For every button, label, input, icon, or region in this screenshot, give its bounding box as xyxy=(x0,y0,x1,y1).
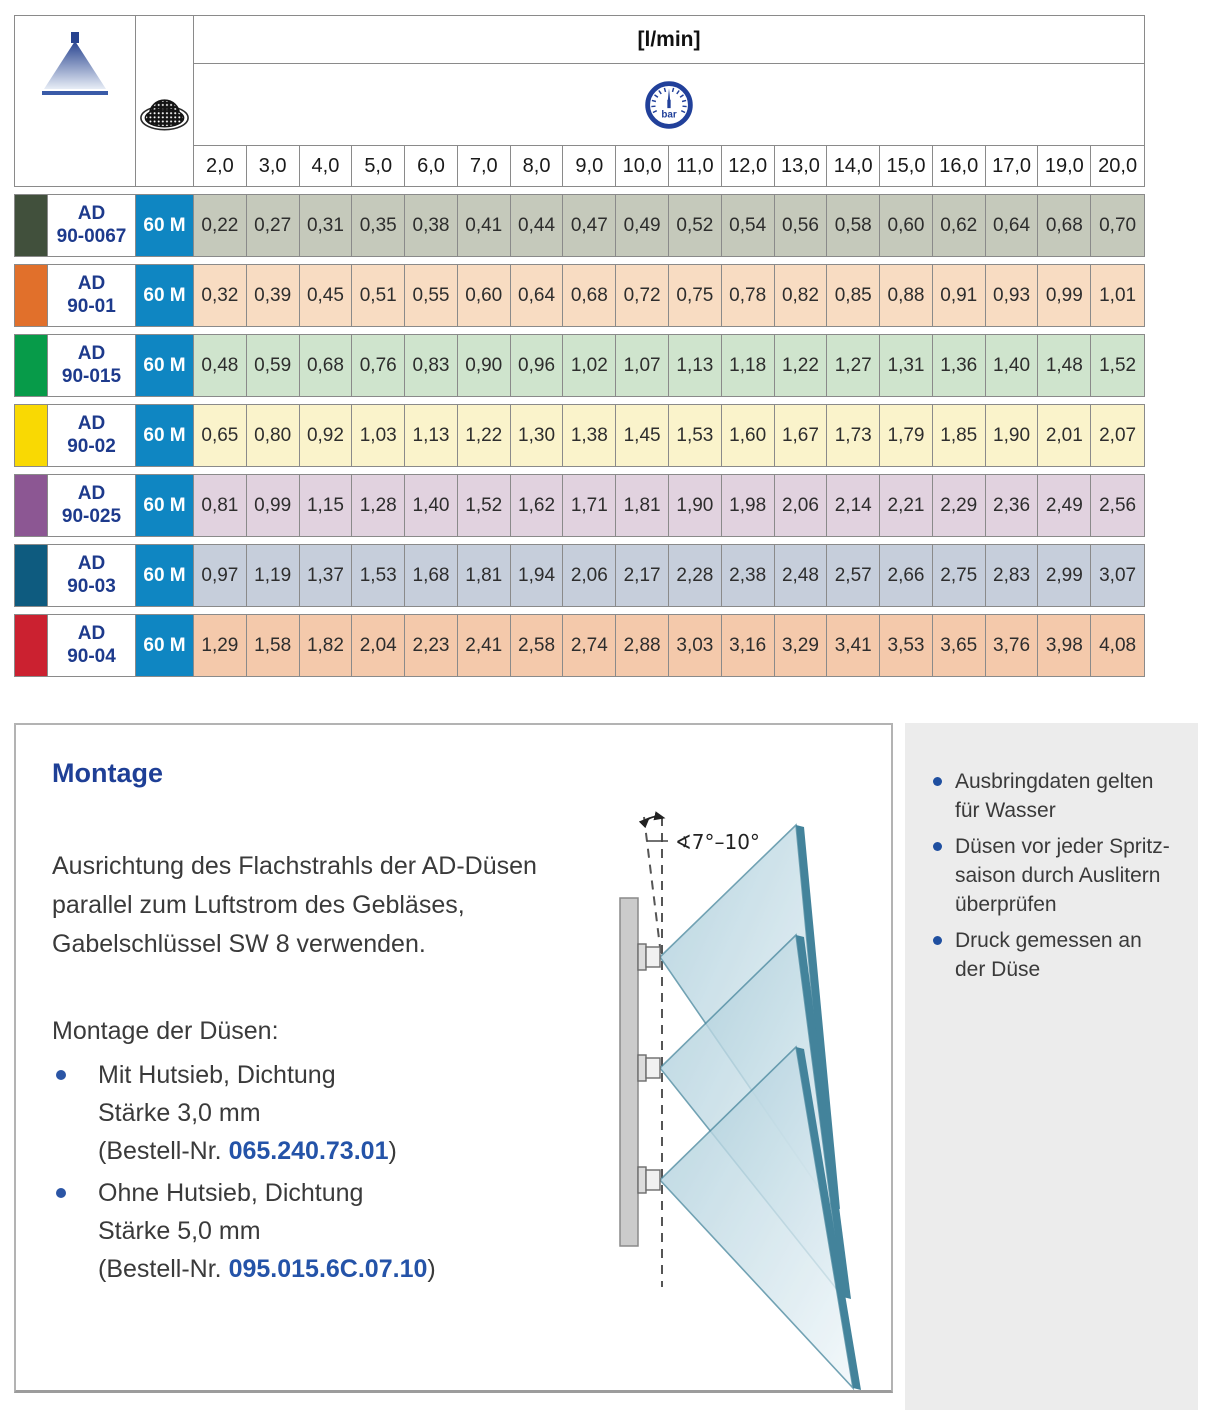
list-item xyxy=(933,926,1178,984)
color-swatch xyxy=(15,475,48,536)
flow-value-cell: 2,14 xyxy=(827,475,880,536)
tilted-axis-dashed-line xyxy=(644,817,661,955)
flow-value-cell: 0,75 xyxy=(669,265,722,326)
flow-value-cell: 0,55 xyxy=(405,265,458,326)
angle-arc xyxy=(646,817,660,821)
note-line: Düsen vor jeder Spritz- xyxy=(955,835,1170,858)
flow-value-cell: 0,51 xyxy=(352,265,405,326)
flow-value-cell: 0,93 xyxy=(986,265,1039,326)
spray-fans xyxy=(660,825,861,1390)
flow-value-cell: 0,68 xyxy=(300,335,353,396)
flow-value-cell: 1,94 xyxy=(511,545,564,606)
pressure-header-cell: 10,0 xyxy=(616,146,669,186)
bullet-dot xyxy=(933,842,942,851)
flow-value-cell: 1,52 xyxy=(1091,335,1144,396)
pressure-header-cell: 6,0 xyxy=(405,146,458,186)
flow-value-cell: 0,78 xyxy=(722,265,775,326)
flow-value-cell: 1,58 xyxy=(247,615,300,676)
flow-value-cell: 0,96 xyxy=(511,335,564,396)
note-line: für Wasser xyxy=(955,799,1056,822)
flow-value-cell: 3,76 xyxy=(986,615,1039,676)
flow-value-cell: 0,80 xyxy=(247,405,300,466)
flow-value-cell: 1,29 xyxy=(194,615,247,676)
flow-value-cell: 1,18 xyxy=(722,335,775,396)
flow-value-cell: 0,31 xyxy=(300,195,353,256)
paragraph-line: Gabelschlüssel SW 8 verwenden. xyxy=(52,930,426,958)
flow-value-cell: 2,28 xyxy=(669,545,722,606)
flow-value-cell: 2,56 xyxy=(1091,475,1144,536)
color-swatch xyxy=(15,335,48,396)
pressure-header-cell: 12,0 xyxy=(722,146,775,186)
flow-value-cell: 1,81 xyxy=(616,475,669,536)
pressure-header-cell: 8,0 xyxy=(511,146,564,186)
flow-value-cell: 0,68 xyxy=(563,265,616,326)
order-number: 095.015.6C.07.10 xyxy=(228,1255,428,1283)
angle-label: ∢7°–10° xyxy=(675,830,760,854)
flow-value-cell: 0,68 xyxy=(1038,195,1091,256)
flow-value-cell: 1,71 xyxy=(563,475,616,536)
flow-value-cell: 0,27 xyxy=(247,195,300,256)
flow-value-cell: 0,60 xyxy=(458,265,511,326)
flow-value-cell: 1,13 xyxy=(669,335,722,396)
bullet-dot xyxy=(933,777,942,786)
flow-value-cell: 0,45 xyxy=(300,265,353,326)
flow-value-cell: 1,31 xyxy=(880,335,933,396)
flow-unit-header: [l/min] xyxy=(194,16,1144,64)
flow-value-cell: 0,54 xyxy=(722,195,775,256)
flow-value-cell: 0,47 xyxy=(563,195,616,256)
order-number-line: (Bestell-Nr. 095.015.6C.07.10) xyxy=(98,1255,436,1283)
flow-value-cell: 2,48 xyxy=(775,545,828,606)
table-row xyxy=(14,334,1145,397)
spray-angle-badge: 60 M xyxy=(136,335,194,396)
flow-value-cell: 3,29 xyxy=(775,615,828,676)
flow-value-cell: 1,07 xyxy=(616,335,669,396)
flow-value-cell: 2,06 xyxy=(775,475,828,536)
flow-value-cell: 0,59 xyxy=(247,335,300,396)
montage-list-intro: Montage der Düsen: xyxy=(52,1017,279,1045)
note-line: Druck gemessen an xyxy=(955,929,1142,952)
table-row xyxy=(14,614,1145,677)
flow-value-cell: 0,76 xyxy=(352,335,405,396)
flow-value-cell: 1,19 xyxy=(247,545,300,606)
note-line: der Düse xyxy=(955,958,1041,981)
pressure-header-cell: 13,0 xyxy=(775,146,828,186)
flow-value-cell: 2,58 xyxy=(511,615,564,676)
flow-value-cell: 1,40 xyxy=(986,335,1039,396)
flow-value-cell: 1,15 xyxy=(300,475,353,536)
flow-value-cell: 1,90 xyxy=(669,475,722,536)
nozzle-name: AD 90-01 xyxy=(48,265,136,326)
flow-value-cell: 0,60 xyxy=(880,195,933,256)
flow-value-cell: 3,65 xyxy=(933,615,986,676)
flow-value-cell: 1,73 xyxy=(827,405,880,466)
flow-value-cell: 2,41 xyxy=(458,615,511,676)
flow-value-cell: 0,82 xyxy=(775,265,828,326)
flow-value-cell: 1,03 xyxy=(352,405,405,466)
flow-value-cell: 0,90 xyxy=(458,335,511,396)
bullet-dot xyxy=(933,936,942,945)
color-swatch xyxy=(15,615,48,676)
flow-value-cell: 0,62 xyxy=(933,195,986,256)
flow-value-cell: 0,49 xyxy=(616,195,669,256)
flow-value-cell: 1,30 xyxy=(511,405,564,466)
flow-value-cell: 0,70 xyxy=(1091,195,1144,256)
table-header xyxy=(14,15,1145,187)
flow-value-cell: 1,85 xyxy=(933,405,986,466)
list-item xyxy=(933,832,1178,919)
flow-value-cell: 0,81 xyxy=(194,475,247,536)
flow-value-cell: 1,60 xyxy=(722,405,775,466)
flow-value-cell: 1,62 xyxy=(511,475,564,536)
flow-value-cell: 1,98 xyxy=(722,475,775,536)
flow-value-cell: 1,13 xyxy=(405,405,458,466)
note-line: saison durch Auslitern xyxy=(955,864,1161,887)
pressure-header-cell: 3,0 xyxy=(247,146,300,186)
flow-value-cell: 1,48 xyxy=(1038,335,1091,396)
nozzle-name: AD 90-0067 xyxy=(48,195,136,256)
flow-value-cell: 2,99 xyxy=(1038,545,1091,606)
flow-value-cell: 1,53 xyxy=(669,405,722,466)
flow-value-cell: 0,38 xyxy=(405,195,458,256)
flow-value-cell: 0,92 xyxy=(300,405,353,466)
spray-boom xyxy=(620,898,638,1246)
flow-value-cell: 0,56 xyxy=(775,195,828,256)
flow-value-cell: 1,22 xyxy=(458,405,511,466)
flow-value-cell: 2,01 xyxy=(1038,405,1091,466)
flow-value-cell: 0,39 xyxy=(247,265,300,326)
pressure-header-cell: 15,0 xyxy=(880,146,933,186)
flow-value-cell: 0,64 xyxy=(986,195,1039,256)
pressure-header-cell: 20,0 xyxy=(1098,154,1138,177)
order-number-line: (Bestell-Nr. 065.240.73.01) xyxy=(98,1137,397,1165)
pressure-gauge-icon xyxy=(194,64,1144,146)
pressure-header-cell: 14,0 xyxy=(827,146,880,186)
flow-value-cell: 0,32 xyxy=(194,265,247,326)
nozzle-alignment-diagram xyxy=(600,775,895,1395)
color-swatch xyxy=(15,265,48,326)
spray-angle-badge: 60 M xyxy=(136,615,194,676)
pressure-header-cell: 16,0 xyxy=(933,146,986,186)
flow-value-cell: 0,22 xyxy=(194,195,247,256)
nozzle-name: AD 90-025 xyxy=(48,475,136,536)
note-line: Ausbringdaten gelten xyxy=(955,770,1154,793)
flow-value-cell: 1,79 xyxy=(880,405,933,466)
pressure-header-cell: 5,0 xyxy=(352,146,405,186)
flow-value-cell: 0,58 xyxy=(827,195,880,256)
spray-cone-icon xyxy=(15,16,136,186)
table-row xyxy=(14,264,1145,327)
flow-value-cell: 2,23 xyxy=(405,615,458,676)
color-swatch xyxy=(15,195,48,256)
gauge-bar-label: bar xyxy=(661,109,677,120)
bullet-dot xyxy=(56,1188,66,1198)
list-item xyxy=(52,1174,610,1288)
pressure-header-cell: 4,0 xyxy=(300,146,353,186)
flow-value-cell: 0,72 xyxy=(616,265,669,326)
flow-value-cell: 2,36 xyxy=(986,475,1039,536)
flow-value-cell: 0,48 xyxy=(194,335,247,396)
flow-value-cell: 2,38 xyxy=(722,545,775,606)
bullet-line: Mit Hutsieb, Dichtung xyxy=(98,1061,336,1089)
pressure-header-cell: 2,0 xyxy=(194,146,247,186)
flow-value-cell: 0,99 xyxy=(247,475,300,536)
flow-value-cell: 4,08 xyxy=(1091,615,1144,676)
flow-value-cell: 2,75 xyxy=(933,545,986,606)
order-number: 065.240.73.01 xyxy=(228,1137,389,1165)
flow-value-cell: 1,90 xyxy=(986,405,1039,466)
bullet-line: Stärke 3,0 mm xyxy=(98,1099,261,1127)
flow-value-cell: 2,88 xyxy=(616,615,669,676)
table-row xyxy=(14,194,1145,257)
flow-value-cell: 3,41 xyxy=(827,615,880,676)
hat-strainer-icon xyxy=(136,16,194,186)
spray-angle-badge: 60 M xyxy=(136,265,194,326)
pressure-header-cell: 7,0 xyxy=(458,146,511,186)
flow-value-cell: 0,91 xyxy=(933,265,986,326)
flow-value-cell: 2,83 xyxy=(986,545,1039,606)
table-row xyxy=(14,404,1145,467)
flow-value-cell: 1,36 xyxy=(933,335,986,396)
pressure-header-cell: 17,0 xyxy=(986,146,1039,186)
spray-angle-badge: 60 M xyxy=(136,195,194,256)
pressure-header-cell: 9,0 xyxy=(563,146,616,186)
flow-value-cell: 0,65 xyxy=(194,405,247,466)
flow-value-cell: 1,27 xyxy=(827,335,880,396)
flow-value-cell: 2,17 xyxy=(616,545,669,606)
bullet-dot xyxy=(56,1070,66,1080)
flow-value-cell: 0,97 xyxy=(194,545,247,606)
flow-rate-table xyxy=(14,15,1145,677)
color-swatch xyxy=(15,405,48,466)
paragraph-line: Ausrichtung des Flachstrahls der AD-Düsen xyxy=(52,852,537,880)
flow-value-cell: 0,64 xyxy=(511,265,564,326)
flow-value-cell: 2,06 xyxy=(563,545,616,606)
pressure-header-cell: 11,0 xyxy=(669,146,722,186)
flow-value-cell: 1,67 xyxy=(775,405,828,466)
note-line: überprüfen xyxy=(955,893,1057,916)
flow-value-cell: 1,82 xyxy=(300,615,353,676)
flow-value-cell: 2,49 xyxy=(1038,475,1091,536)
color-swatch xyxy=(15,545,48,606)
nozzle-fittings xyxy=(638,944,660,1193)
flow-value-cell: 1,40 xyxy=(405,475,458,536)
flow-value-cell: 1,53 xyxy=(352,545,405,606)
flow-value-cell: 1,52 xyxy=(458,475,511,536)
list-item xyxy=(933,767,1178,825)
flow-value-cell: 1,28 xyxy=(352,475,405,536)
flow-value-cell: 1,68 xyxy=(405,545,458,606)
flow-value-cell: 1,81 xyxy=(458,545,511,606)
spray-angle-badge: 60 M xyxy=(136,405,194,466)
flow-value-cell: 0,41 xyxy=(458,195,511,256)
nozzle-name: AD 90-03 xyxy=(48,545,136,606)
nozzle-name: AD 90-015 xyxy=(48,335,136,396)
flow-value-cell: 0,99 xyxy=(1038,265,1091,326)
flow-value-cell: 1,45 xyxy=(616,405,669,466)
spray-angle-badge: 60 M xyxy=(136,475,194,536)
flow-value-cell: 0,83 xyxy=(405,335,458,396)
table-row xyxy=(14,474,1145,537)
flow-value-cell: 0,44 xyxy=(511,195,564,256)
flow-value-cell: 3,53 xyxy=(880,615,933,676)
list-item xyxy=(52,1056,610,1170)
flow-value-cell: 1,38 xyxy=(563,405,616,466)
flow-value-cell: 3,07 xyxy=(1091,545,1144,606)
montage-panel xyxy=(14,723,893,1393)
montage-paragraph xyxy=(52,847,610,964)
flow-value-cell: 1,37 xyxy=(300,545,353,606)
nozzle-name: AD 90-02 xyxy=(48,405,136,466)
notes-sidebar xyxy=(905,723,1198,1410)
montage-bullet-list xyxy=(52,1056,610,1288)
flow-value-cell: 2,04 xyxy=(352,615,405,676)
flow-value-cell: 2,29 xyxy=(933,475,986,536)
nozzle-name: AD 90-04 xyxy=(48,615,136,676)
bullet-line: Ohne Hutsieb, Dichtung xyxy=(98,1179,364,1207)
flow-value-cell: 2,07 xyxy=(1091,405,1144,466)
flow-value-cell: 0,35 xyxy=(352,195,405,256)
flow-value-cell: 0,85 xyxy=(827,265,880,326)
flow-value-cell: 1,22 xyxy=(775,335,828,396)
bullet-line: Stärke 5,0 mm xyxy=(98,1217,261,1245)
flow-value-cell: 0,88 xyxy=(880,265,933,326)
flow-value-cell: 1,02 xyxy=(563,335,616,396)
table-row xyxy=(14,544,1145,607)
flow-value-cell: 3,16 xyxy=(722,615,775,676)
flow-value-cell: 2,74 xyxy=(563,615,616,676)
flow-value-cell: 2,21 xyxy=(880,475,933,536)
montage-title: Montage xyxy=(52,758,163,788)
flow-value-cell: 3,03 xyxy=(669,615,722,676)
flow-value-cell: 2,66 xyxy=(880,545,933,606)
spray-angle-badge: 60 M xyxy=(136,545,194,606)
paragraph-line: parallel zum Luftstrom des Gebläses, xyxy=(52,891,465,919)
flow-value-cell: 2,57 xyxy=(827,545,880,606)
flow-value-cell: 3,98 xyxy=(1038,615,1091,676)
pressure-header-cell: 19,0 xyxy=(1038,146,1091,186)
flow-value-cell: 1,01 xyxy=(1091,265,1144,326)
flow-value-cell: 0,52 xyxy=(669,195,722,256)
